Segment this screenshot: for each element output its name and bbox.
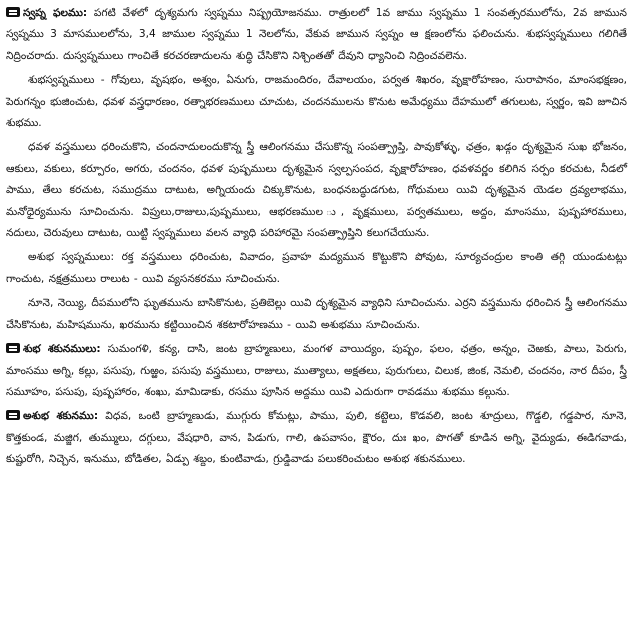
good-omens-text: సుమంగళి, కన్య, దాసి, జంట బ్రాహ్మణులు, మంగళ వాయిద్యం, పుష్పం, ఫలం, ఛత్రం, అన్నం, చెఱకు, పాలు, పెరుగు, మాంసము అగ్ని, కల్లు, పసుపు, గుఱ్ఱం, పసుపు వస్త్రములు, రాజులు, ముత్యాలు, అక్షతలు, పురుగులు, చిలుక, జింక, నెమలి, చందనం, నార దీపం, స్త్రీ సమూహం, పసుపు, పుష్పహారం, శంఖు, మామిడాకు, రసము పూసిన అద్దము యివి ఎదురుగా రావడము శుభము కల్గును.	[6, 343, 627, 398]
auspicious-dreams-text: శుభస్వప్నములు - గోవులు, వృషభం, అశ్వం, ఏనుగు, రాజమందిరం, దేవాలయం, పర్వత శిఖరం, వృక్షారోహణం, సురాపానం, మాంసభక్షణం, పెరుగన్నం భుజించుట, ధవళ వస్త్రధారణం, రత్నాభరణములు చూచుట, చందనములను కొనుట అమేధ్యము దేహములో తగులుట, స్వర్ణం, ఇవి జూచిన శుభము.	[6, 74, 627, 130]
dream-results-text: పగటి వేళలో దృశ్యమగు స్వప్నము నిష్ప్రయోజనము. రాత్రులలో 1వ జాము స్వప్నము 1 సంవత్సరములోను, 2వ జామున స్వప్నము 3 మాసములలోను, 3,4 జాముల స్వప్నము 1 నెలలోను, వేకువ జామున స్వప్నం ఆ క్షణంలోను ఫలించును. శుభస్వప్నములు గలిగితే నిద్రించరాదు. దుస్వప్నములు గాంచితే కరచరణాదులను శుద్ధి చేసికొని నిశ్చింతతో దేవుని ధ్యానించి నిద్రించవలెను.	[6, 7, 627, 62]
inauspicious-dreams-paragraph	[6, 247, 627, 290]
good-omens-heading: శుభ శకునములు:	[23, 343, 101, 356]
white-clothes-dreams-text: ధవళ వస్త్రములు ధరించుకొని, చందనాదులందుకొన్న స్త్రీ ఆలింగనము చేసుకొన్న సంపత్ప్రాప్తి, పావుకోళ్ళు, ఛత్రం, ఖడ్గం దృశ్యమైన సుఖ భోజనం, ఆకులు, వకులు, కర్పూరం, అగరు, చందనం, ధవళ పుష్పములు దృశ్యమైన స్వల్పసంపద, వృక్షారోహణం, ధవళవర్ణం కలిగిన సర్పం కరచుట, నీడలో పాము, తేలు కరచుట, సముద్రము దాటుట, అగ్నియందు చిక్కుకొనుట, బంధనబద్ధుడగుట, గోధుమలు యివి దృశ్యమైన యెడల ద్రవ్యలాభము, మనోధైర్యమును సూచించును. విప్రులు,రాజులు,పుష్పములు, ఆభరణముల ు, వృక్షములు, పర్వతములు, అద్దం, మాంసము, పుష్పహారములు, నదులు, చెరువులు దాటుట, యిట్టి స్వప్నములు వలన వ్యాధి పరిహారమై సంపత్ప్రాప్తిని కలుగచేయును.	[6, 141, 627, 240]
bad-omens-text: విధవ, ఒంటి బ్రాహ్మణుడు, ముగ్గురు కోమట్లు, పాము, పులి, కట్టెలు, కొడవలి, జంట శూద్రులు, గొడ్డలి, గడ్డపార, నూనె, కొత్తకుండ, మజ్జిగ, తుమ్ములు, దగ్గులు, వేషధారి, వాన, పిడుగు, గాలి, ఉపవాసం, క్షౌరం, దుః ఖం, పొగతో కూడిన అగ్ని, వైద్యుడు, ఈడిగవాడు, కుష్టురోగి, నిచ్చెన, ఇనుము, బోడితల, ఏడ్పు శబ్దం, కుంటివాడు, గ్రుడ్డివాడు పలుకరించుటం అశుభ శకునములు.	[6, 410, 627, 466]
white-clothes-dreams-paragraph	[6, 137, 627, 244]
bad-omens-heading: అశుభ శకునము:	[23, 410, 99, 423]
bullet-icon	[6, 7, 20, 17]
bullet-icon	[6, 410, 20, 420]
bullet-icon	[6, 343, 20, 353]
oil-ghee-dreams-paragraph	[6, 293, 627, 336]
bad-omens-paragraph	[6, 406, 627, 470]
dream-results-heading: స్వప్న ఫలము:	[23, 7, 88, 19]
dream-results-paragraph	[6, 3, 627, 67]
good-omens-paragraph	[6, 339, 627, 403]
auspicious-dreams-paragraph	[6, 70, 627, 134]
inauspicious-dreams-text: అశుభ స్వప్నములు: రక్త వస్త్రములు ధరించుట, వివాదం, ప్రవాహ మద్యమున కొట్టుకొని పోవుట, సూర్యచంద్రుల కాంతి తగ్గి యుండుటట్లు గాంచుట, నక్షత్రములు రాలుట - యివి వ్యసనకరము సూచించును.	[6, 251, 627, 285]
oil-ghee-dreams-text: నూనె, నెయ్యి, దీపములోని ఘృతమును బాసికొనుట, ప్రతిబెల్లు యివి దృశ్యమైన వ్యాధిని సూచించును. ఎర్రని వస్త్రమును ధరించిన స్త్రీ ఆలింగనము చేసికొనుట, మహిషమును, ఖరమును కట్టియించిన శకటారోహణము - యివి అశుభము సూచించును.	[6, 297, 627, 331]
